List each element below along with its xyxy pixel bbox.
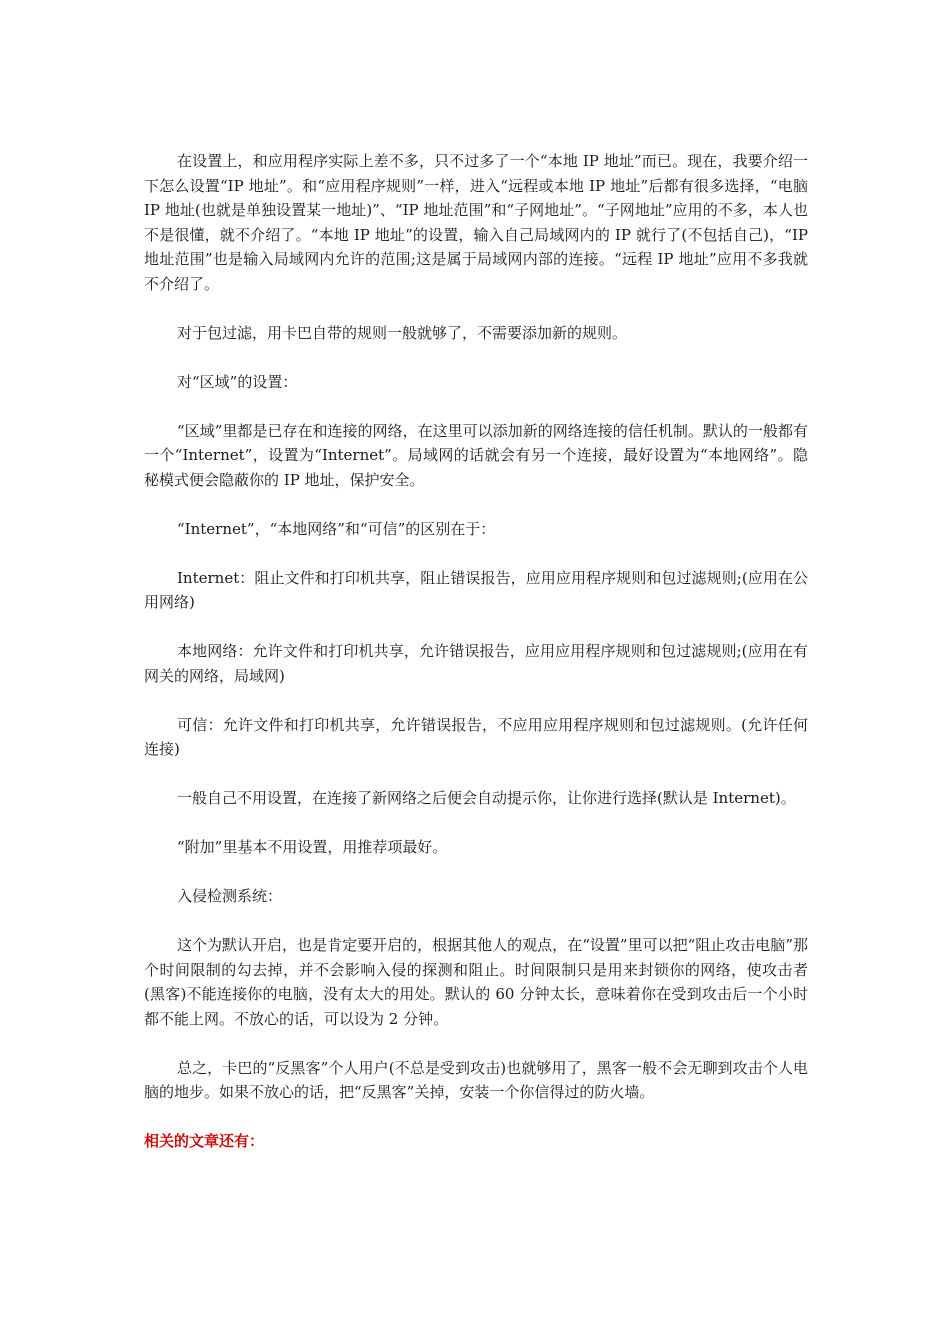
paragraph-zone-internet: Internet：阻止文件和打印机共享，阻止错误报告，应用应用程序规则和包过滤规则;(应用在公用网络) [144, 568, 808, 611]
paragraph-ids-heading: 入侵检测系统： [177, 887, 283, 905]
paragraph-summary: 总之，卡巴的“反黑客”个人用户(不总是受到攻击)也就够用了，黑客一般不会无聊到攻击个人电脑的地步。如果不放心的话，把“反黑客”关掉，安装一个你信得过的防火墙。 [144, 1058, 808, 1101]
related-articles-heading: 相关的文章还有： [144, 1132, 265, 1150]
paragraph-extra: “附加”里基本不用设置，用推荐项最好。 [177, 838, 448, 856]
paragraph-ip-settings: 在设置上，和应用程序实际上差不多，只不过多了一个“本地 IP 地址”而已。现在，我要介绍一下怎么设置“IP 地址”。和“应用程序规则”一样，进入“远程或本地 IP 地址”后都有很多选择，“电脑 IP 地址(也就是单独设置某一地址)”、“IP 地址范围”和“子网地址”。“子网地址”应用的不多，本人也不是很懂，就不介绍了。“本地 IP 地址”的设置，输入自己局域网内的 IP 就行了(不包括自己)，“IP 地址范围”也是输入局域网内允许的范围;这是属于局域网内部的连接。“远程 IP 地址”应用不多我就不介绍了。 [144, 152, 808, 293]
article-body [144, 149, 808, 1154]
paragraph-zone-description: “区域”里都是已存在和连接的网络，在这里可以添加新的网络连接的信任机制。默认的一般都有一个“Internet”，设置为“Internet”。局域网的话就会有另一个连接，最好设置为“本地网络”。隐秘模式便会隐蔽你的 IP 地址，保护安全。 [144, 421, 808, 489]
paragraph-auto-prompt: 一般自己不用设置，在连接了新网络之后便会自动提示你，让你进行选择(默认是 Internet)。 [177, 789, 796, 807]
paragraph-zone-difference: “Internet”，“本地网络”和“可信”的区别在于： [177, 519, 496, 538]
paragraph-zone-heading: 对“区域”的设置： [177, 372, 298, 391]
paragraph-zone-local: 本地网络：允许文件和打印机共享，允许错误报告，应用应用程序规则和包过滤规则;(应用在有网关的网络，局域网) [144, 642, 808, 685]
paragraph-packet-filter: 对于包过滤，用卡巴自带的规则一般就够了，不需要添加新的规则。 [177, 323, 628, 342]
paragraph-zone-trusted: 可信：允许文件和打印机共享，允许错误报告，不应用应用程序规则和包过滤规则。(允许任何连接) [144, 715, 808, 758]
paragraph-ids-description: 这个为默认开启，也是肯定要开启的，根据其他人的观点，在“设置”里可以把“阻止攻击电脑”那个时间限制的勾去掉，并不会影响入侵的探测和阻止。时间限制只是用来封锁你的网络，使攻击者(黑客)不能连接你的电脑，没有太大的用处。默认的 60 分钟太长，意味着你在受到攻击后一个小时都不能上网。不放心的话，可以设为 2 分钟。 [144, 936, 808, 1028]
